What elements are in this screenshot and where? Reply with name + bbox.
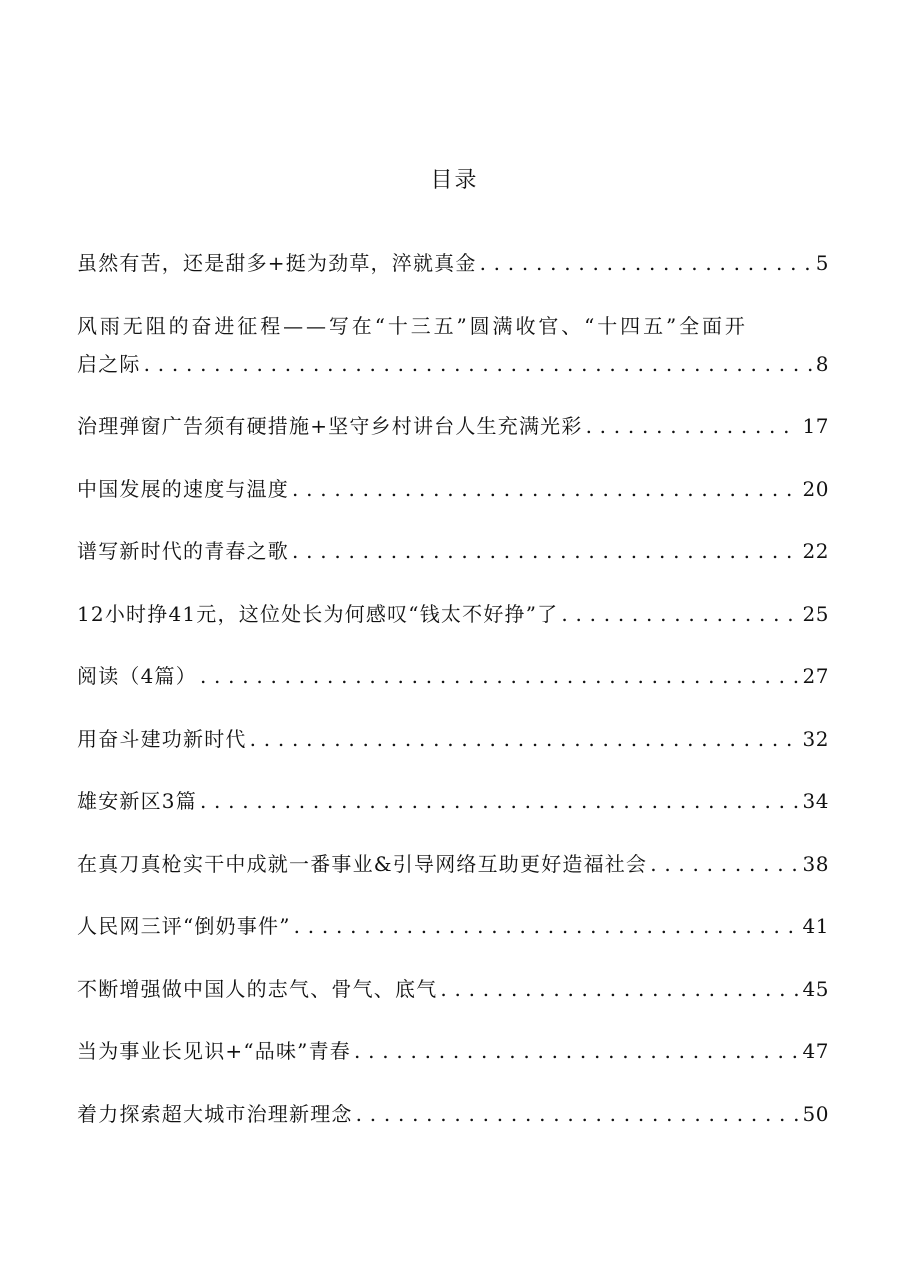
dot-leader xyxy=(354,1032,799,1070)
dot-leader xyxy=(200,782,799,820)
toc-entry-page: 47 xyxy=(802,1039,829,1063)
toc-entry-title: 虽然有苦，还是甜多+挺为劲草，淬就真金 xyxy=(77,251,477,275)
toc-entry[interactable] xyxy=(77,407,829,445)
toc-entry-title: 谱写新时代的青春之歌 xyxy=(77,539,289,563)
toc-entry-title: 用奋斗建功新时代 xyxy=(77,726,247,751)
dot-leader xyxy=(200,657,799,695)
toc-entry-title-line1: 风雨无阻的奋进征程——写在“十三五”圆满收官、“十四五”全面开 xyxy=(77,313,748,338)
toc-entry-page: 50 xyxy=(802,1101,829,1126)
toc-entry[interactable] xyxy=(77,720,829,758)
toc-entry[interactable] xyxy=(77,1032,829,1070)
toc-entry-page: 41 xyxy=(802,914,829,938)
toc-entry-title: 阅读（4篇） xyxy=(77,664,197,688)
table-of-contents xyxy=(77,244,829,1157)
toc-entry-page: 34 xyxy=(802,789,829,813)
toc-entry-title: 人民网三评“倒奶事件” xyxy=(77,914,291,938)
toc-entry-title: 启之际 xyxy=(77,351,141,376)
dot-leader xyxy=(480,244,812,282)
toc-entry-title: 当为事业长见识+“品味”青春 xyxy=(77,1039,352,1063)
dot-leader xyxy=(440,970,798,1008)
dot-leader xyxy=(292,532,799,570)
dot-leader xyxy=(561,595,798,633)
toc-entry-title: 中国发展的速度与温度 xyxy=(77,476,289,501)
toc-entry-page: 20 xyxy=(802,476,829,501)
toc-entry-page: 27 xyxy=(802,664,829,688)
toc-entry-title: 不断增强做中国人的志气、骨气、底气 xyxy=(77,976,438,1001)
toc-entry-title: 在真刀真枪实干中成就一番事业&引导网络互助更好造福社会 xyxy=(77,851,648,876)
dot-leader xyxy=(650,845,798,883)
toc-entry[interactable] xyxy=(77,845,829,883)
toc-entry[interactable] xyxy=(77,244,829,282)
toc-entry-page: 25 xyxy=(802,601,829,626)
toc-entry[interactable] xyxy=(77,595,829,633)
toc-entry[interactable] xyxy=(77,657,829,695)
toc-entry[interactable] xyxy=(77,782,829,820)
dot-leader xyxy=(294,907,799,945)
toc-entry[interactable] xyxy=(77,907,829,945)
dot-leader xyxy=(250,720,799,758)
toc-entry-page: 17 xyxy=(802,414,829,438)
dot-leader xyxy=(144,345,812,383)
toc-entry-page: 32 xyxy=(802,726,829,751)
dot-leader xyxy=(356,1095,799,1133)
toc-entry-title: 治理弹窗广告须有硬措施+坚守乡村讲台人生充满光彩 xyxy=(77,414,583,438)
toc-entry-page: 5 xyxy=(815,251,829,275)
dot-leader xyxy=(292,470,799,508)
toc-entry-page: 22 xyxy=(802,539,829,563)
toc-entry[interactable] xyxy=(77,970,829,1008)
toc-entry-page: 8 xyxy=(815,351,829,376)
toc-heading: 目录 xyxy=(430,168,479,193)
toc-entry-title: 雄安新区3篇 xyxy=(77,789,197,813)
toc-entry[interactable] xyxy=(77,532,829,570)
dot-leader xyxy=(586,407,799,445)
toc-entry[interactable] xyxy=(77,1095,829,1133)
toc-entry-title: 着力探索超大城市治理新理念 xyxy=(77,1101,353,1126)
toc-entry-title: 12小时挣41元，这位处长为何感叹“钱太不好挣”了 xyxy=(77,601,559,626)
toc-entry[interactable] xyxy=(77,307,829,383)
toc-entry[interactable] xyxy=(77,470,829,508)
toc-entry-page: 45 xyxy=(802,976,829,1001)
toc-entry-page: 38 xyxy=(802,851,829,876)
